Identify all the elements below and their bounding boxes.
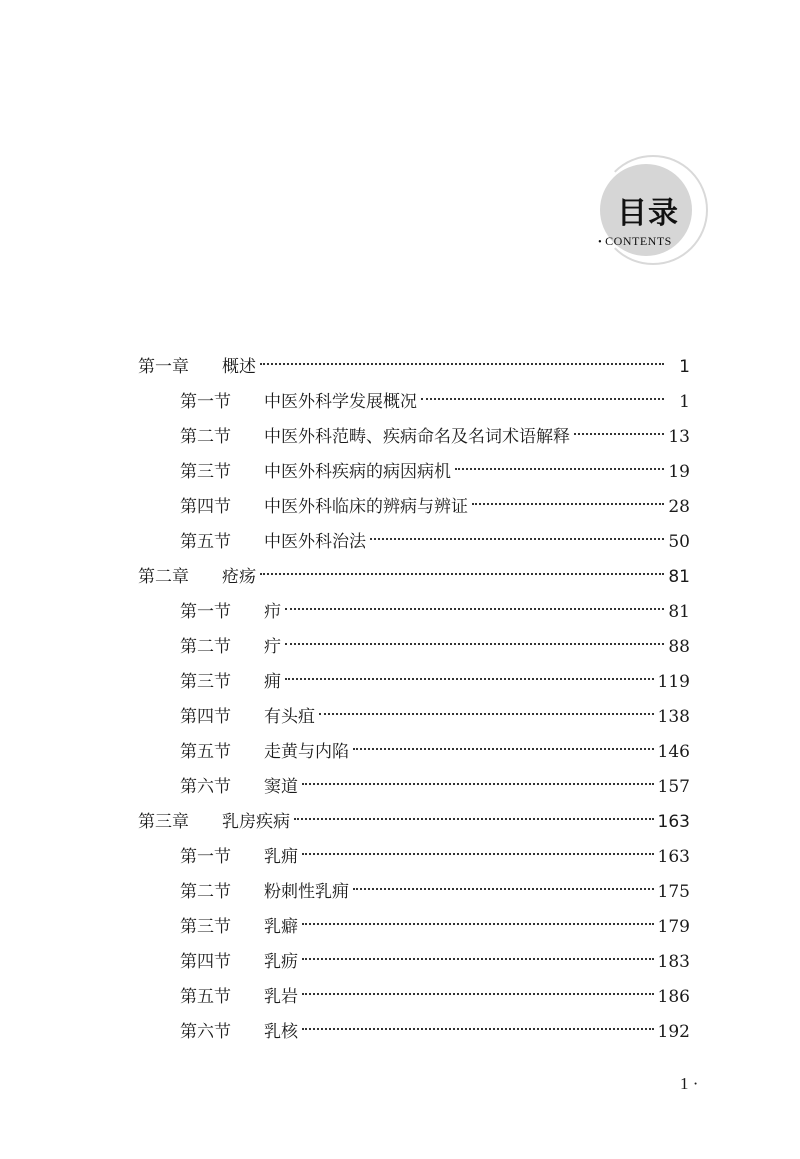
toc-chapter-row[interactable] <box>138 560 690 595</box>
toc-section-row[interactable] <box>180 420 690 455</box>
page-ref: 81 <box>668 567 690 587</box>
section-number: 第一节 <box>180 602 231 622</box>
dot-leader <box>285 642 664 645</box>
dot-leader <box>455 467 664 470</box>
page-ref: 1 <box>679 392 690 412</box>
section-number: 第五节 <box>180 987 231 1007</box>
dot-leader <box>353 887 654 890</box>
toc-section-row[interactable] <box>180 770 690 805</box>
page-ref: 88 <box>668 637 690 657</box>
dot-leader <box>319 712 654 715</box>
dot-leader <box>285 607 664 610</box>
page-ref: 157 <box>657 777 690 797</box>
section-title: 走黄与内陷 <box>264 742 349 762</box>
toc-chapter-row[interactable] <box>138 350 690 385</box>
page-ref: 19 <box>668 462 690 482</box>
dot-leader <box>302 1027 654 1030</box>
bullet-icon: • <box>598 237 603 248</box>
section-title: 窦道 <box>264 777 298 797</box>
section-number: 第一节 <box>180 847 231 867</box>
chapter-title: 乳房疾病 <box>222 812 290 832</box>
section-number: 第三节 <box>180 672 231 692</box>
toc-section-row[interactable] <box>180 630 690 665</box>
section-title: 中医外科临床的辨病与辨证 <box>264 497 468 517</box>
chapter-title: 概述 <box>222 357 256 377</box>
page-ref: 163 <box>657 847 690 867</box>
section-number: 第六节 <box>180 1022 231 1042</box>
section-title: 中医外科范畴、疾病命名及名词术语解释 <box>264 427 570 447</box>
page-ref: 192 <box>657 1022 690 1042</box>
page-ref: 50 <box>668 532 690 552</box>
toc-section-row[interactable] <box>180 700 690 735</box>
toc-section-row[interactable] <box>180 945 690 980</box>
toc-section-row[interactable] <box>180 735 690 770</box>
dot-leader <box>421 397 664 400</box>
section-title: 中医外科学发展概况 <box>264 392 417 412</box>
toc-section-row[interactable] <box>180 1015 690 1050</box>
contents-subtitle-text: CONTENTS <box>605 234 672 248</box>
page-ref: 119 <box>657 672 690 692</box>
section-title: 粉刺性乳痈 <box>264 882 349 902</box>
dot-leader <box>260 572 664 575</box>
chapter-number: 第三章 <box>138 812 189 832</box>
dot-leader <box>302 957 654 960</box>
dot-leader <box>260 362 664 365</box>
section-number: 第四节 <box>180 952 231 972</box>
section-title: 乳癖 <box>264 917 298 937</box>
section-number: 第五节 <box>180 532 231 552</box>
toc-section-row[interactable] <box>180 910 690 945</box>
page-ref: 163 <box>657 812 690 832</box>
section-title: 乳岩 <box>264 987 298 1007</box>
dot-leader <box>370 537 664 540</box>
dot-leader <box>285 677 654 680</box>
chapter-number: 第二章 <box>138 567 189 587</box>
page-ref: 179 <box>657 917 690 937</box>
toc-section-row[interactable] <box>180 595 690 630</box>
dot-leader <box>302 922 654 925</box>
section-number: 第三节 <box>180 462 231 482</box>
dot-leader <box>302 852 654 855</box>
section-title: 中医外科疾病的病因病机 <box>264 462 451 482</box>
toc-chapter-row[interactable] <box>138 805 690 840</box>
contents-subtitle <box>570 234 700 249</box>
toc-section-row[interactable] <box>180 385 690 420</box>
dot-leader <box>302 782 654 785</box>
section-number: 第六节 <box>180 777 231 797</box>
toc-section-row[interactable] <box>180 875 690 910</box>
section-number: 第四节 <box>180 707 231 727</box>
section-number: 第五节 <box>180 742 231 762</box>
toc-section-row[interactable] <box>180 665 690 700</box>
section-title: 乳痈 <box>264 847 298 867</box>
section-title: 有头疽 <box>264 707 315 727</box>
toc-section-row[interactable] <box>180 980 690 1015</box>
page-ref: 81 <box>668 602 690 622</box>
dot-leader <box>302 992 654 995</box>
page-ref: 28 <box>668 497 690 517</box>
toc-section-row[interactable] <box>180 455 690 490</box>
toc-section-row[interactable] <box>180 525 690 560</box>
section-title: 乳核 <box>264 1022 298 1042</box>
dot-leader <box>353 747 654 750</box>
section-title: 乳疬 <box>264 952 298 972</box>
section-number: 第二节 <box>180 427 231 447</box>
dot-leader <box>574 432 664 435</box>
section-title: 中医外科治法 <box>264 532 366 552</box>
page-ref: 183 <box>657 952 690 972</box>
toc-section-row[interactable] <box>180 490 690 525</box>
chapter-title: 疮疡 <box>222 567 256 587</box>
section-number: 第二节 <box>180 637 231 657</box>
page-ref: 146 <box>657 742 690 762</box>
section-number: 第三节 <box>180 917 231 937</box>
section-number: 第二节 <box>180 882 231 902</box>
dot-leader <box>294 817 654 820</box>
dot-leader <box>472 502 664 505</box>
toc-section-row[interactable] <box>180 840 690 875</box>
page-title: 目录 <box>617 196 679 231</box>
section-number: 第四节 <box>180 497 231 517</box>
section-number: 第一节 <box>180 392 231 412</box>
section-title: 痈 <box>264 672 281 692</box>
page-ref: 13 <box>668 427 690 447</box>
section-title: 疖 <box>264 602 281 622</box>
contents-badge <box>570 150 705 275</box>
section-title: 疔 <box>264 637 281 657</box>
page-ref: 1 <box>679 357 690 377</box>
page-ref: 138 <box>657 707 690 727</box>
page-number: 1 · <box>680 1074 699 1093</box>
page-ref: 175 <box>657 882 690 902</box>
page-ref: 186 <box>657 987 690 1007</box>
chapter-number: 第一章 <box>138 357 189 377</box>
